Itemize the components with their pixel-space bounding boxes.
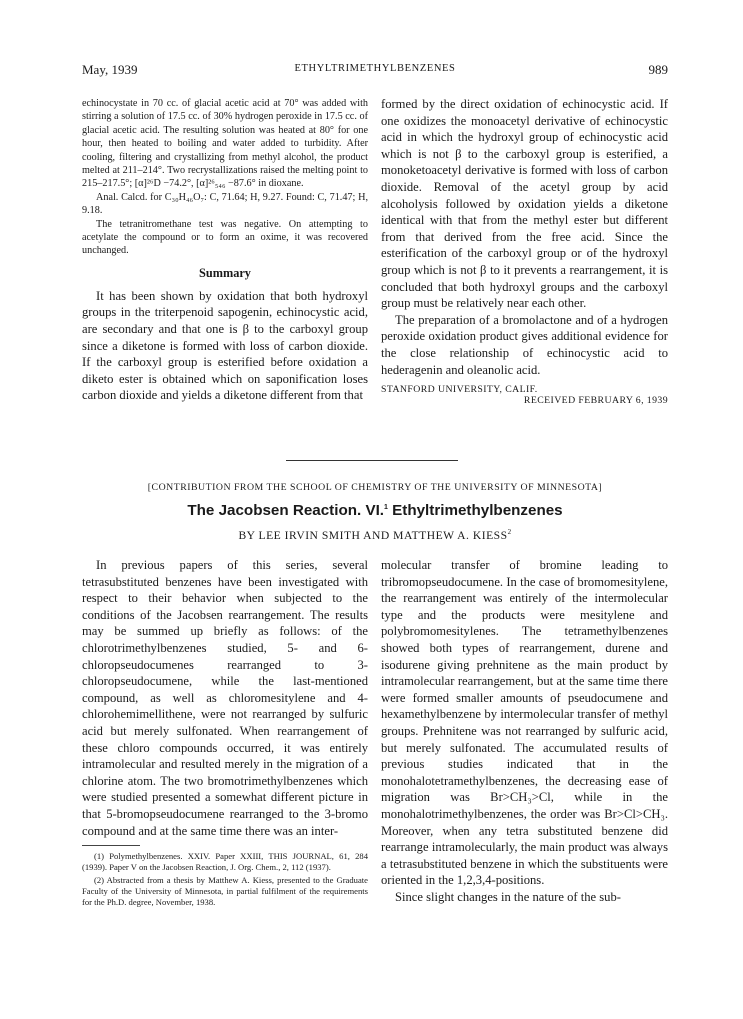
running-title: ETHYLTRIMETHYLBENZENES [294,63,456,74]
top-left-column [82,97,368,404]
bottom-left-column [82,557,368,908]
summary-continued-paragraph: formed by the direct oxidation of echinocystic acid. If one oxidizes the monoacetyl derivative of echinocystic acid in which the hydroxyl group of echinocystic acid which is not β to the carboxyl group is esterified, a monoketoacetyl derivative is formed with loss of carbon dioxide. Removal of the acetyl group by acid alcoholysis followed by oxidation yields a diketone identical with that from the methyl ester but different from that derived from the free acid. Since the esterification of the carboxyl group or of the hydroxyl group which is not β to it prevents a rearrangement, it is concluded that both hydroxyl groups and the carboxyl group must be relatively near each other. [381,97,668,311]
next-paragraph: Since slight changes in the nature of the sub- [395,889,621,904]
affiliation: STANFORD UNIVERSITY, CALIF. [381,384,538,396]
top-right-column [381,96,668,406]
experimental-paragraph: echinocystate in 70 cc. of glacial acetic acid at 70° was added with stirring a solution of 17.5 cc. of 30% hydrogen peroxide in 17.5 cc. of glacial acetic acid. The resulting solution was heated at 80° for one hour, then heated to boiling and water added to turbidity. After cooling, filtering and crystallizing from methyl alcohol, the product melted at 211–214°. Two recrystallizations raised the melting point to 215–217.5°; [α]²⁶D −74.2°, [α]²⁶₅₄₆ −87.6° in dioxane. [82,98,368,190]
footnote-divider [82,845,140,846]
title-main: The Jacobsen Reaction. VI. [187,502,385,519]
bottom-right-column [381,557,668,905]
title-end: Ethyltrimethylbenzenes [387,502,563,519]
contribution-line: [CONTRIBUTION FROM THE SCHOOL OF CHEMISTRY OF THE UNIVERSITY OF MINNESOTA] [147,482,603,493]
byline-authors: BY LEE IRVIN SMITH AND MATTHEW A. KIESS [238,529,508,542]
article-title [82,502,668,519]
summary-second-paragraph: The preparation of a bromolactone and of a hydrogen peroxide oxidation product gives additional evidence for the close relationship of echinocystic acid to hederagenin and oleanolic acid. [381,312,668,377]
section-divider [286,460,458,461]
summary-heading: Summary [199,265,251,280]
intro-continued-paragraph: molecular transfer of bromine leading to tribromopseudocumene. In the case of bromomesitylene, the rearrangement was entirely of the intermolecular type and the products were mesitylene and polybromomesitylenes. The tetramethylbenzenes showed both types of rearrangement, durene and isodurene giving prehnitene as the main product by intramolecular rearrangement, but at the same time there were formed smaller amounts of pseudocumene and hexamethylbenzene by intermolecular transfer of methyl groups. Prehnitene was not rearranged by sulfuric acid, but merely sulfonated. The accumulated results of previous studies indicated that in the monohalotetramethylbenzenes, the decreasing ease of migration was Br>CH₃>Cl, while in the monohalotrimethylbenzenes, the order was Br>Cl>CH₃. Moreover, when any tetra substituted benzene did rearrange intramolecularly, the main product was always a tetrasubstituted benzene in which the substituents were oriented in the 1,2,3,4-positions. [381,558,668,888]
byline [82,529,668,542]
summary-paragraph: It has been shown by oxidation that both hydroxyl groups in the triterpenoid sapogenin, echinocystic acid, are secondary and that one is β to the carboxyl group since a diketone is formed with loss of carbon dioxide. If the carboxyl group is esterified before oxidation a diketo ester is obtained which on saponification loses carbon dioxide and yields a diketone different from that [82,288,368,403]
received-date: RECEIVED FEBRUARY 6, 1939 [523,395,668,407]
page-number: 989 [648,62,668,77]
test-paragraph: The tetranitromethane test was negative. On attempting to acetylate the compound or to form an oxime, it was recovered unchanged. [82,218,368,257]
title-footnote-mark: 1 [384,503,388,511]
byline-footnote-mark: 2 [507,528,512,537]
header-date: May, 1939 [82,62,138,77]
intro-paragraph: In previous papers of this series, several tetrasubstituted benzenes have been investigated with respect to their behavior when subjected to the conditions of the Jacobsen rearrangement. The results may be summed up briefly as follows: of the chlorotrimethylbenzenes studied, 5- and 6-chloropseudocumenes rearranged to 3-chloropseudocumene, while the last-mentioned compound, as well as chloromesitylene and 4-chlorohemimellithene, were not rearranged by sulfuric acid but merely sulfonated. When rearrangement of these chloro compounds occurred, it was entirely intramolecular and resulted merely in the migration of a chlorine atom. The two bromotrimethylbenzenes which were studied presented a somewhat different picture in that 5-bromopseudocumene rearranged to the 3-bromo compound and at the same time there was an inter- [82,558,368,838]
analysis-paragraph: Anal. Calcd. for C₃₀H₄₆O₇: C, 71.64; H, 9.27. Found: C, 71.47; H, 9.18. [82,191,368,217]
footnote-2: (2) Abstracted from a thesis by Matthew A. Kiess, presented to the Graduate Faculty of the University of Minnesota, in partial fulfilment of the requirements for the Ph.D. degree, November, 1938. [82,874,368,907]
page-header [82,62,668,82]
footnote-1: (1) Polymethylbenzenes. XXIV. Paper XXIII, THIS JOURNAL, 61, 284 (1939). Paper V on the Jacobsen Reaction, J. Org. Chem., 2, 112 (1937). [82,851,368,873]
